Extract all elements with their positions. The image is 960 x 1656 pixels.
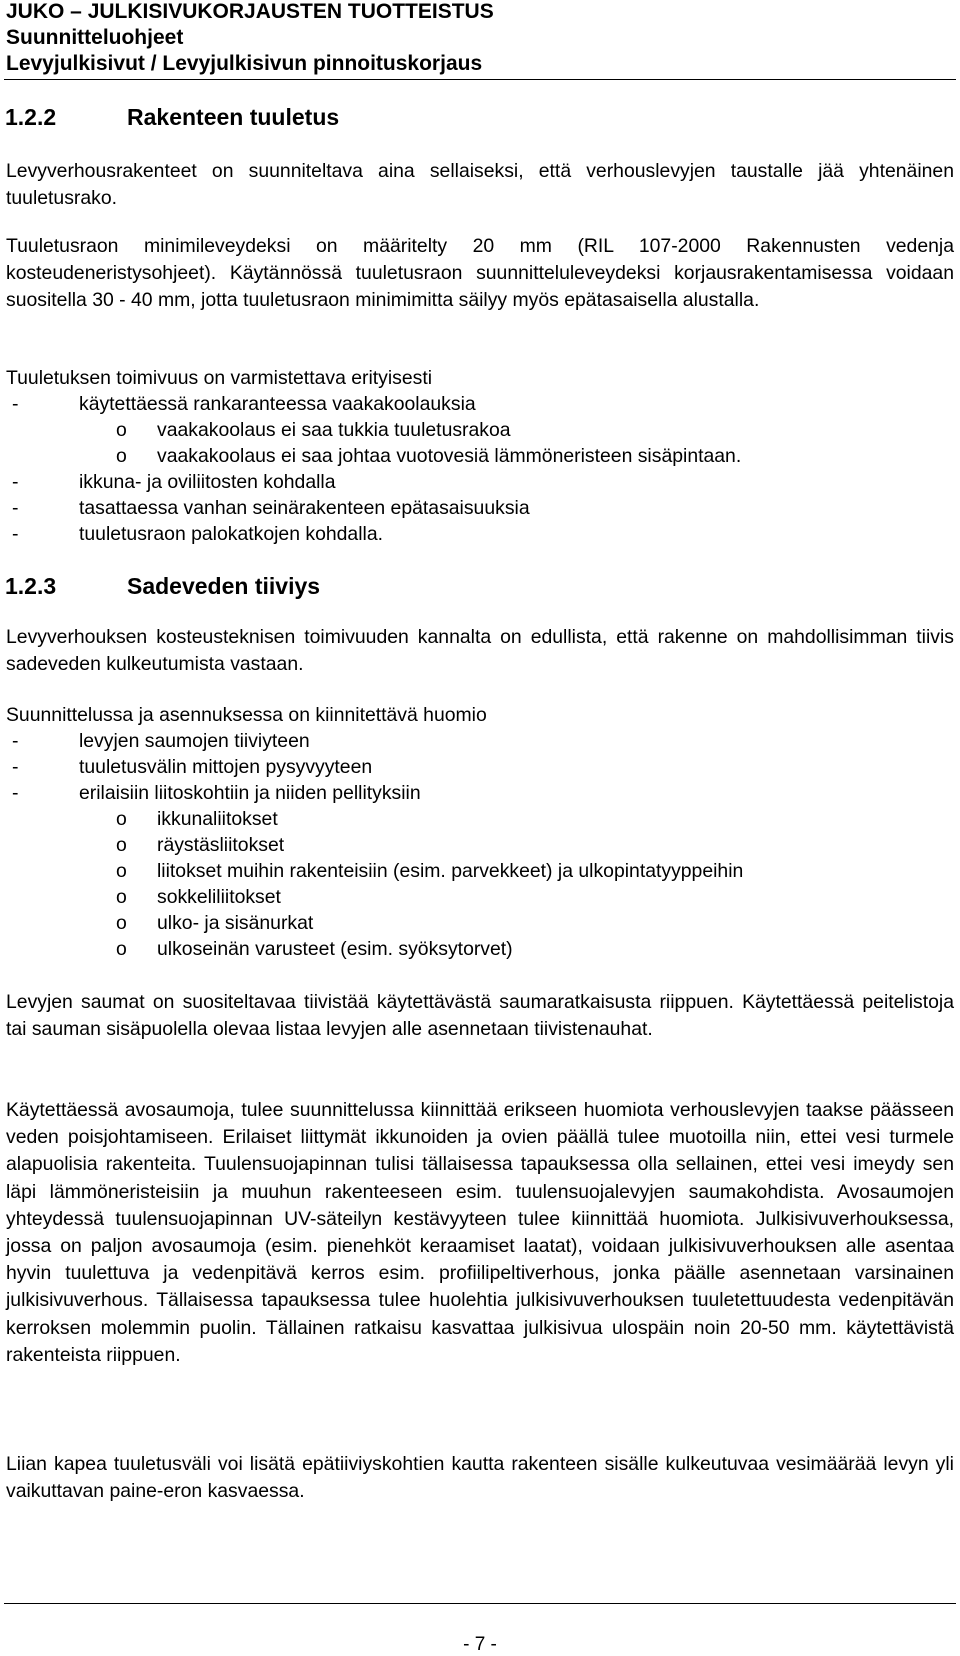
sublist-item: räystäsliitokset <box>157 834 285 856</box>
header-title: JUKO – JULKISIVUKORJAUSTEN TUOTTEISTUS <box>6 0 494 23</box>
sublist-item: liitokset muihin rakenteisiin (esim. parvekkeet) ja ulkopintatyyppeihin <box>157 860 744 882</box>
header-topic: Levyjulkisivut / Levyjulkisivun pinnoituskorjaus <box>6 52 483 75</box>
sublist-bullet: o <box>116 419 127 441</box>
list-item: käytettäessä rankaranteessa vaakakoolauksia <box>79 393 476 415</box>
sublist-bullet: o <box>116 808 127 830</box>
sublist-item: ikkunaliitokset <box>157 808 278 830</box>
list-intro: Suunnittelussa ja asennuksessa on kiinnitettävä huomio <box>6 704 487 726</box>
section-heading-1-2-2 <box>5 103 339 131</box>
sublist-item: vaakakoolaus ei saa tukkia tuuletusrakoa <box>157 419 511 441</box>
sublist-bullet: o <box>116 860 127 882</box>
list-item: erilaisiin liitoskohtiin ja niiden pellityksiin <box>79 782 421 804</box>
sublist-bullet: o <box>116 445 127 467</box>
paragraph-rain-tightness: Levyverhouksen kosteusteknisen toimivuuden kannalta on edullista, että rakenne on mahdollisimman tiivis sadeveden kulkeutumista vastaan. <box>6 626 954 676</box>
list-item: tuuletusvälin mittojen pysyvyyteen <box>79 756 373 778</box>
page-number: - 7 - <box>463 1634 497 1655</box>
list-bullet: - <box>12 523 19 545</box>
sublist-bullet: o <box>116 938 127 960</box>
list-item: tasattaessa vanhan seinärakenteen epätasaisuuksia <box>79 497 530 519</box>
sublist-item: ulkoseinän varusteet (esim. syöksytorvet) <box>157 938 513 960</box>
sublist-item: ulko- ja sisänurkat <box>157 912 314 934</box>
list-bullet: - <box>12 497 19 519</box>
paragraph-joints: Levyjen saumat on suositeltavaa tiivistää käytettävästä saumaratkaisusta riippuen. Käytettäessä peitelistoja tai sauman sisäpuolella olevaa listaa levyjen alle asennetaan tiivistenauhat. <box>6 991 954 1041</box>
section-heading-1-2-3 <box>5 572 320 600</box>
sublist-item: sokkeliliitokset <box>157 886 281 908</box>
sublist-bullet: o <box>116 834 127 856</box>
section-number: 1.2.2 <box>5 104 57 130</box>
sublist-bullet: o <box>116 912 127 934</box>
paragraph-min-width: Tuuletusraon minimileveydeksi on määritelty 20 mm (RIL 107-2000 Rakennusten vedenja kosteudeneristysohjeet). Käytännössä tuuletusraon suunnitteluleveydeksi korjausrakentamisessa voidaan suositella 30 - 40 mm, jotta tuuletusraon minimimitta säilyy myös epätasaisella alustalla. <box>6 235 954 312</box>
section-number: 1.2.3 <box>5 573 57 599</box>
list-intro: Tuuletuksen toimivuus on varmistettava erityisesti <box>6 367 433 389</box>
list-bullet: - <box>12 471 19 493</box>
sublist-bullet: o <box>116 886 127 908</box>
list-item: tuuletusraon palokatkojen kohdalla. <box>79 523 384 545</box>
list-item: levyjen saumojen tiiviyteen <box>79 730 310 752</box>
list-bullet: - <box>12 782 19 804</box>
list-bullet: - <box>12 730 19 752</box>
section-title: Sadeveden tiiviys <box>127 573 321 599</box>
section-title: Rakenteen tuuletus <box>127 104 340 130</box>
list-bullet: - <box>12 756 19 778</box>
paragraph-narrow-gap: Liian kapea tuuletusväli voi lisätä epätiiviyskohtien kautta rakenteen sisälle kulkeutuvaa vesimäärää levyn yli vaikuttavan paine-eron kasvaessa. <box>6 1453 954 1503</box>
sublist-item: vaakakoolaus ei saa johtaa vuotovesiä lämmöneristeen sisäpintaan. <box>157 445 742 467</box>
footer-rule <box>4 1603 956 1604</box>
list-item: ikkuna- ja oviliitosten kohdalla <box>79 471 336 493</box>
header-subtitle: Suunnitteluohjeet <box>6 26 184 49</box>
header-rule <box>4 79 956 80</box>
list-bullet: - <box>12 393 19 415</box>
paragraph-open-joints: Käytettäessä avosaumoja, tulee suunnittelussa kiinnittää erikseen huomiota verhouslevyjen taakse päässeen veden poisjohtamiseen. Erilaiset liittymät ikkunoiden ja ovien päällä tulee muotoilla niin, ettei vesi turmele alapuolisia rakenteita. Tuulensuojapinnan tulisi tällaisessa tapauksessa olla sellainen, ettei vesi imeydy sen läpi lämmöneristeisiin ja muuhun rakenteeseen esim. tuulensuojalevyjen saumakohdista. Avosaumojen yhteydessä tuulensuojapinnan UV-säteilyn kestävyyteen tulee kiinnittää huomiota. Julkisivuverhouksessa, jossa on paljon avosaumoja (esim. pienehköt keraamiset laatat), voidaan julkisivuverhouksen alle asentaa hyvin tuulettuva ja vedenpitävä kerros esim. profiilipeltiverhous, jonka päälle asennetaan varsinainen julkisivuverhous. Tällaisessa tapauksessa tulee huolehtia julkisivuverhouksen tuuletettuudesta vedenpitävän kerroksen molemmin puolin. Tällainen ratkaisu kasvattaa julkisivua ulospäin noin 20-50 mm. käytettävistä rakenteista riippuen. <box>6 1099 954 1366</box>
paragraph-ventilation-gap: Levyverhousrakenteet on suunniteltava aina sellaiseksi, että verhouslevyjen taustalle jää yhtenäinen tuuletusrako. <box>6 160 954 210</box>
